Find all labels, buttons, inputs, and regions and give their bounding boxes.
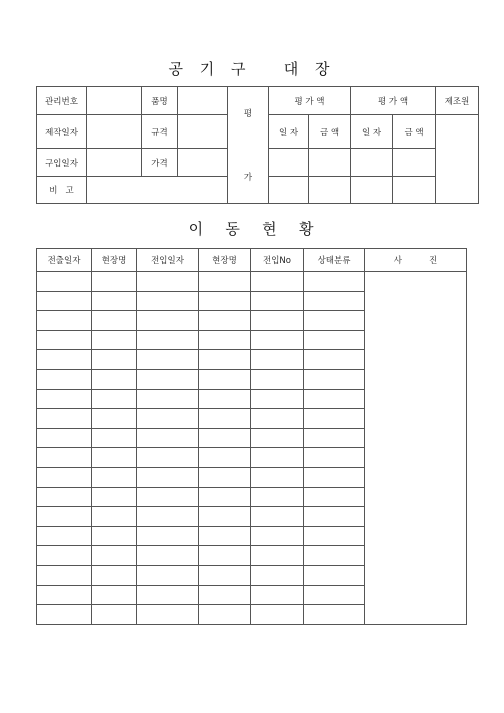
photo-area[interactable]	[365, 272, 467, 625]
site-name-2-cell[interactable]	[199, 448, 251, 468]
transfer-in-no-cell[interactable]	[251, 546, 304, 566]
amount-label-2: 금 액	[393, 115, 436, 149]
col-site-name-1: 현장명	[92, 249, 137, 272]
transfer-in-date-cell[interactable]	[137, 526, 199, 546]
site-name-2-cell[interactable]	[199, 409, 251, 429]
site-name-2-cell[interactable]	[199, 526, 251, 546]
transfer-in-date-cell[interactable]	[137, 585, 199, 605]
transfer-out-date-cell[interactable]	[37, 291, 92, 311]
site-name-2-cell[interactable]	[199, 389, 251, 409]
document-title: 공 기 구 대 장	[168, 60, 336, 78]
col-photo: 사 진	[365, 249, 467, 272]
transfer-in-date-cell[interactable]	[137, 507, 199, 527]
site-name-1-cell[interactable]	[92, 565, 137, 585]
date-label-2: 일 자	[351, 115, 393, 149]
eval-amount-3[interactable]	[309, 177, 351, 204]
date-label-1: 일 자	[269, 115, 309, 149]
transfer-in-date-cell[interactable]	[137, 291, 199, 311]
transfer-in-date-cell[interactable]	[137, 369, 199, 389]
amount-label-1: 금 액	[309, 115, 351, 149]
manufacturer-label: 제조원	[436, 87, 479, 115]
site-name-1-cell[interactable]	[92, 369, 137, 389]
status-cell[interactable]	[304, 546, 365, 566]
manufacturer-value[interactable]	[436, 115, 479, 204]
mgmt-no-label: 관리번호	[37, 87, 87, 115]
transfer-out-date-cell[interactable]	[37, 507, 92, 527]
col-transfer-in-date: 전입일자	[137, 249, 199, 272]
remarks-label: 비 고	[37, 177, 87, 204]
movement-title: 이 동 현 황	[188, 220, 316, 238]
transfer-in-date-cell[interactable]	[137, 467, 199, 487]
site-name-1-cell[interactable]	[92, 487, 137, 507]
table-row	[37, 272, 467, 292]
eval-amount-2[interactable]	[393, 149, 436, 177]
site-name-1-cell[interactable]	[92, 409, 137, 429]
site-name-2-cell[interactable]	[199, 487, 251, 507]
status-cell[interactable]	[304, 272, 365, 292]
eval-amount-4[interactable]	[393, 177, 436, 204]
status-cell[interactable]	[304, 409, 365, 429]
transfer-out-date-cell[interactable]	[37, 428, 92, 448]
transfer-in-date-cell[interactable]	[137, 605, 199, 625]
status-cell[interactable]	[304, 428, 365, 448]
transfer-in-date-cell[interactable]	[137, 389, 199, 409]
status-cell[interactable]	[304, 448, 365, 468]
transfer-in-no-cell[interactable]	[251, 487, 304, 507]
mgmt-no-value[interactable]	[87, 87, 142, 115]
status-cell[interactable]	[304, 369, 365, 389]
transfer-out-date-cell[interactable]	[37, 409, 92, 429]
site-name-1-cell[interactable]	[92, 585, 137, 605]
eval-amount-header-1: 평 가 액	[269, 87, 351, 115]
site-name-2-cell[interactable]	[199, 585, 251, 605]
transfer-out-date-cell[interactable]	[37, 565, 92, 585]
item-value[interactable]	[178, 87, 228, 115]
transfer-out-date-cell[interactable]	[37, 272, 92, 292]
transfer-in-date-cell[interactable]	[137, 330, 199, 350]
made-date-label: 제작일자	[37, 115, 87, 149]
spec-value[interactable]	[178, 115, 228, 149]
transfer-in-no-cell[interactable]	[251, 409, 304, 429]
transfer-in-no-cell[interactable]	[251, 291, 304, 311]
site-name-1-cell[interactable]	[92, 448, 137, 468]
status-cell[interactable]	[304, 350, 365, 370]
eval-date-2[interactable]	[351, 149, 393, 177]
site-name-1-cell[interactable]	[92, 311, 137, 331]
status-cell[interactable]	[304, 526, 365, 546]
item-label: 품명	[142, 87, 178, 115]
site-name-1-cell[interactable]	[92, 350, 137, 370]
eval-date-4[interactable]	[351, 177, 393, 204]
status-cell[interactable]	[304, 565, 365, 585]
site-name-1-cell[interactable]	[92, 330, 137, 350]
transfer-in-date-cell[interactable]	[137, 428, 199, 448]
site-name-1-cell[interactable]	[92, 389, 137, 409]
transfer-out-date-cell[interactable]	[37, 487, 92, 507]
transfer-in-date-cell[interactable]	[137, 272, 199, 292]
transfer-in-no-cell[interactable]	[251, 467, 304, 487]
eval-label-2: 가	[243, 173, 253, 183]
col-transfer-in-no: 전입No	[251, 249, 304, 272]
site-name-1-cell[interactable]	[92, 467, 137, 487]
equipment-register-table	[36, 86, 479, 204]
transfer-out-date-cell[interactable]	[37, 546, 92, 566]
transfer-in-date-cell[interactable]	[137, 448, 199, 468]
made-date-value[interactable]	[87, 115, 142, 149]
status-cell[interactable]	[304, 311, 365, 331]
transfer-in-date-cell[interactable]	[137, 311, 199, 331]
transfer-out-date-cell[interactable]	[37, 605, 92, 625]
status-cell[interactable]	[304, 507, 365, 527]
site-name-2-cell[interactable]	[199, 546, 251, 566]
col-status: 상태분류	[304, 249, 365, 272]
site-name-1-cell[interactable]	[92, 291, 137, 311]
movement-header-row	[37, 249, 467, 272]
site-name-1-cell[interactable]	[92, 546, 137, 566]
status-cell[interactable]	[304, 585, 365, 605]
transfer-in-date-cell[interactable]	[137, 546, 199, 566]
status-cell[interactable]	[304, 330, 365, 350]
site-name-2-cell[interactable]	[199, 565, 251, 585]
site-name-2-cell[interactable]	[199, 311, 251, 331]
site-name-1-cell[interactable]	[92, 526, 137, 546]
transfer-in-no-cell[interactable]	[251, 350, 304, 370]
transfer-in-no-cell[interactable]	[251, 585, 304, 605]
status-cell[interactable]	[304, 467, 365, 487]
spec-label: 규격	[142, 115, 178, 149]
eval-date-3[interactable]	[269, 177, 309, 204]
evaluation-label-cell	[228, 87, 269, 204]
transfer-in-no-cell[interactable]	[251, 330, 304, 350]
transfer-out-date-cell[interactable]	[37, 448, 92, 468]
eval-date-1[interactable]	[269, 149, 309, 177]
status-cell[interactable]	[304, 487, 365, 507]
remarks-value[interactable]	[87, 177, 228, 204]
transfer-in-no-cell[interactable]	[251, 389, 304, 409]
transfer-in-date-cell[interactable]	[137, 409, 199, 429]
transfer-out-date-cell[interactable]	[37, 389, 92, 409]
transfer-out-date-cell[interactable]	[37, 526, 92, 546]
transfer-in-no-cell[interactable]	[251, 507, 304, 527]
movement-status-table	[36, 248, 467, 625]
site-name-2-cell[interactable]	[199, 605, 251, 625]
site-name-1-cell[interactable]	[92, 428, 137, 448]
status-cell[interactable]	[304, 291, 365, 311]
transfer-in-no-cell[interactable]	[251, 565, 304, 585]
transfer-in-no-cell[interactable]	[251, 369, 304, 389]
site-name-2-cell[interactable]	[199, 291, 251, 311]
col-site-name-2: 현장명	[199, 249, 251, 272]
site-name-1-cell[interactable]	[92, 272, 137, 292]
eval-label-1: 평	[243, 109, 253, 119]
purchase-date-label: 구입일자	[37, 149, 87, 177]
price-value[interactable]	[178, 149, 228, 177]
transfer-in-date-cell[interactable]	[137, 350, 199, 370]
site-name-1-cell[interactable]	[92, 605, 137, 625]
transfer-in-no-cell[interactable]	[251, 428, 304, 448]
eval-amount-1[interactable]	[309, 149, 351, 177]
transfer-in-no-cell[interactable]	[251, 311, 304, 331]
site-name-2-cell[interactable]	[199, 272, 251, 292]
transfer-out-date-cell[interactable]	[37, 467, 92, 487]
site-name-2-cell[interactable]	[199, 369, 251, 389]
transfer-out-date-cell[interactable]	[37, 350, 92, 370]
site-name-2-cell[interactable]	[199, 330, 251, 350]
transfer-in-date-cell[interactable]	[137, 565, 199, 585]
site-name-2-cell[interactable]	[199, 350, 251, 370]
transfer-in-no-cell[interactable]	[251, 605, 304, 625]
col-transfer-out-date: 전출일자	[37, 249, 92, 272]
status-cell[interactable]	[304, 389, 365, 409]
purchase-date-value[interactable]	[87, 149, 142, 177]
transfer-out-date-cell[interactable]	[37, 369, 92, 389]
transfer-in-no-cell[interactable]	[251, 272, 304, 292]
status-cell[interactable]	[304, 605, 365, 625]
transfer-in-no-cell[interactable]	[251, 448, 304, 468]
transfer-out-date-cell[interactable]	[37, 585, 92, 605]
site-name-2-cell[interactable]	[199, 428, 251, 448]
site-name-2-cell[interactable]	[199, 507, 251, 527]
transfer-in-no-cell[interactable]	[251, 526, 304, 546]
site-name-1-cell[interactable]	[92, 507, 137, 527]
site-name-2-cell[interactable]	[199, 467, 251, 487]
transfer-out-date-cell[interactable]	[37, 311, 92, 331]
price-label: 가격	[142, 149, 178, 177]
transfer-out-date-cell[interactable]	[37, 330, 92, 350]
transfer-in-date-cell[interactable]	[137, 487, 199, 507]
eval-amount-header-2: 평 가 액	[351, 87, 436, 115]
